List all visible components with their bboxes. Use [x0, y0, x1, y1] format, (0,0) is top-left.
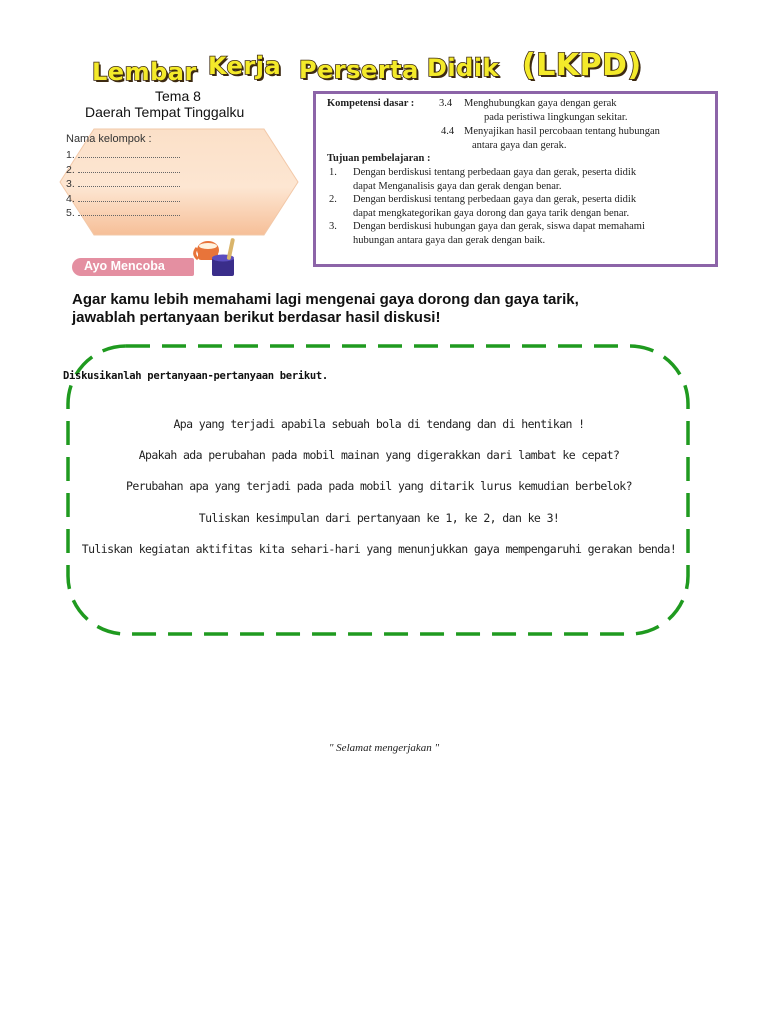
tujuan-text: Dengan berdiskusi hubungan gaya dan gerak, siswa dapat memahami: [353, 221, 645, 232]
subtema-label: Daerah Tempat Tinggalku: [85, 104, 245, 120]
tujuan-text: hubungan antara gaya dan gerak dengan baik.: [353, 235, 546, 246]
member-line[interactable]: 5.: [66, 206, 286, 221]
tujuan-text: dapat mengkategorikan gaya dorong dan gaya tarik dengan benar.: [353, 208, 630, 219]
kompetensi-label: Kompetensi dasar :: [327, 98, 415, 109]
kd-text: antara gaya dan gerak.: [472, 140, 567, 151]
tujuan-text: Dengan berdiskusi tentang perbedaan gaya dan gerak, peserta didik: [353, 167, 637, 178]
tujuan-text: dapat Menganalisis gaya dan gerak dengan benar.: [353, 181, 562, 192]
instruction-line: jawablah pertanyaan berikut berdasar hasil diskusi!: [72, 309, 441, 326]
title-word-lkpd: (LKPD): [522, 48, 642, 83]
kd-text: pada peristiwa lingkungan sekitar.: [484, 112, 628, 123]
kd-number: 4.4: [441, 126, 455, 137]
worksheet-title: [92, 42, 682, 92]
tujuan-text: Dengan berdiskusi tentang perbedaan gaya dan gerak, peserta didik: [353, 194, 637, 205]
question-4: Tuliskan kesimpulan dari pertanyaan ke 1, ke 2, dan ke 3!: [198, 511, 560, 525]
kompetensi-box: [313, 91, 718, 267]
question-1: Apa yang terjadi apabila sebuah bola di tendang dan di hentikan !: [173, 417, 585, 431]
tema-label: Tema 8: [155, 88, 201, 104]
instruction-text: [72, 291, 692, 327]
question-5: Tuliskan kegiatan aktifitas kita sehari-hari yang menunjukkan gaya mempengaruhi gerakan benda!: [81, 542, 677, 556]
group-label: Nama kelompok :: [66, 133, 152, 145]
title-word-didik: Didik: [427, 54, 500, 82]
title-word-lembar: Lembar: [92, 58, 197, 86]
ayo-mencoba-label: Ayo Mencoba: [84, 259, 165, 273]
discussion-heading: Diskusikanlah pertanyaan-pertanyaan berikut.: [63, 370, 328, 382]
question-3: Perubahan apa yang terjadi pada pada mobil yang ditarik lurus kemudian berbelok?: [126, 479, 632, 493]
member-line[interactable]: 3.: [66, 177, 286, 192]
cups-icon: [192, 236, 244, 280]
member-line[interactable]: 1.: [66, 148, 286, 163]
closing-text: " Selamat mengerjakan ": [328, 742, 440, 754]
tujuan-number: 1.: [329, 167, 337, 178]
kd-text: Menyajikan hasil percobaan tentang hubungan: [464, 126, 660, 137]
tujuan-number: 3.: [329, 221, 337, 232]
group-members: [66, 133, 286, 221]
member-line[interactable]: 4.: [66, 192, 286, 207]
title-word-kerja: Kerja: [208, 52, 282, 80]
kd-text: Menghubungkan gaya dengan gerak: [464, 98, 617, 109]
ayo-mencoba-banner: [72, 258, 194, 276]
title-word-perserta: Perserta: [299, 56, 419, 84]
question-2: Apakah ada perubahan pada mobil mainan yang digerakkan dari lambat ke cepat?: [138, 448, 620, 462]
tujuan-number: 2.: [329, 194, 337, 205]
kd-number: 3.4: [439, 98, 453, 109]
tujuan-label: Tujuan pembelajaran :: [327, 153, 431, 164]
instruction-line: Agar kamu lebih memahami lagi mengenai gaya dorong dan gaya tarik,: [72, 291, 579, 308]
member-line[interactable]: 2.: [66, 163, 286, 178]
